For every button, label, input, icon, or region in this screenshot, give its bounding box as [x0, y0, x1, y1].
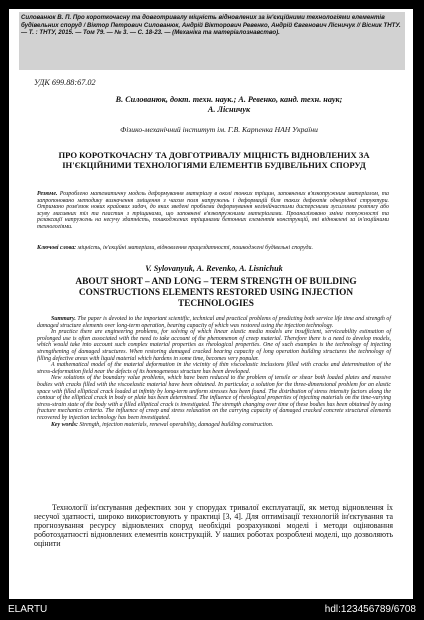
article-page — [9, 9, 413, 599]
keywords-en-label: Key words: — [51, 421, 78, 428]
keywords-ua-label: Ключові слова: — [37, 245, 77, 251]
handle-label: hdl:123456789/6708 — [324, 604, 416, 615]
abstract-ua-text: Розроблено математичну модель деформування матеріалу в околі тонких тріщин, заповнених в'язкопружним матеріалом, та запропоновано методику визначення зміщення з часом поля напружень і деформацій біля таких дефектів однорідної структури. Отримано розв'язок нових крайових задач, до яких зведені проблеми деформування нелінійчастими дисперсними зусиллями розтягу або зсуву масивних тіл та пластин з тріщинами, що заповнені в'язкопружними матеріалами. Проаналізовано зміни потужності та релаксації напружень на несучу здатність, пошкоджених тріщинами бетонних елементів конструкцій, які відновлені за ін'єкційними технологіями. — [37, 191, 389, 230]
title-en: ABOUT SHORT – AND LONG – TERM STRENGTH OF BUILDING CONSTRUCTIONS ELEMENTS RESTORED USING INJECTION TECHNOLOGIES — [75, 277, 357, 309]
abstract-ua — [37, 191, 389, 231]
authors-ua-line1: В. Силованюк, докт. техн. наук.; А. Ревенко, канд. техн. наук; — [115, 95, 343, 104]
authors-en: V. Sylovanyuk, A. Revenko, A. Lisnichuk — [145, 264, 283, 273]
summary-en-p2: In practice there are engineering problems, for solving of which linear elastic media models are insufficient, serviceability estimation of prolonged use is often associated with the need to take account of the phenomenon of creep material. Therefore there is a need to develop models, which would take into account such complex material properties as rheological properties. One of such examples is the technology of injecting strengthening of damaged structures. When restoring damaged cracked bearing capacity of long operation building structures the technology of filling defective areas with liquid material which hardens in some time, becomes very popular. — [37, 329, 391, 362]
title-ua: ПРО КОРОТКОЧАСНУ ТА ДОВГОТРИВАЛУ МІЦНІСТЬ ВІДНОВЛЕНИХ ЗА ІН'ЄКЦІЙНИМИ ТЕХНОЛОГІЯМИ ЕЛЕМЕНТІВ БУДІВЕЛЬНИХ СПОРУД — [58, 150, 370, 170]
summary-en-p3: A mathematical model of the material deformation in the vicinity of thin viscoelastic inclusions filled with cracks and determination of the stress-deformation field near the defects of its homogeneous structure has been developed. — [37, 362, 391, 375]
summary-en-label: Summary. — [51, 316, 76, 322]
udk-code: УДК 699.88:67.02 — [34, 78, 96, 87]
keywords-en — [37, 422, 391, 429]
authors-ua — [69, 95, 389, 115]
summary-en — [37, 316, 391, 428]
summary-en-p1 — [37, 316, 391, 329]
abstract-ua-label: Резюме. — [37, 191, 58, 197]
summary-en-p1-text: The paper is devoted to the important scientific, technical and practical problems of predicting both service life time and strength of damaged structure elements over long-term operation, bearing capacity of which was restored using the injection technology. — [37, 316, 391, 329]
authors-ua-line2: А. Лісничук — [207, 105, 251, 114]
affiliation: Фізико-механічний інститут ім. Г.В. Карпенка НАН України — [120, 125, 318, 134]
citation-text: Силованюк В. П. Про короткочасну та довготривалу міцність відновлених за ін'єкційними технологіями елементів будівельних споруд / Віктор Петрович Силованюк, Андрій Вікторович Ревенко, Андрій Євгенович Лісничук // Вісник ТНТУ. — Т. : ТНТУ, 2015. — Том 79. — № 3. — С. 18-23. — (Механіка та матеріалознавство). — [21, 14, 401, 37]
repository-label: ELARTU — [8, 604, 48, 615]
keywords-ua-text: міцність, ін'єкційні матеріали, відновлення працездатності, пошкоджені будівельні споруди. — [77, 245, 313, 251]
body-text-ua: Технології ін'єктування дефектних зон у спорудах тривалої експлуатації, як метод відновлення їх несучої здатності, широко використовують у практиці [3, 4]. Для оптимізації технологій ін'єктування та прогнозування ресурсу відновлених споруд необхідні розрахункові моделі і методи оцінювання роботоздатності відновлених елементів конструкцій. У наших роботах розроблені моделі, що дозволяють оцінити — [34, 503, 393, 548]
summary-en-p4: New solutions of the boundary value problems, which have been reduced to the problem of tensile or shear both loaded plates and massive bodies with cracks filled with the viscoelastic material have been obtained. In particular, a solution for the three-dimensional problem for an elastic space with filled elliptical crack loaded at infinity by long-term uniform stresses has been found. The distribution of stress intensity factors along the contour of the elliptical crack in body or plate has been determined. The influence of rheological properties of injecting materials on the time-varying stress-strain state of the body with a filled elliptical crack is investigated. The strength changing over time of these bodies has been obtained by using fracture mechanics criteria. The influence of creep and stress relaxation on the carrying capacity of damaged cracked concrete structural elements recovered by injection technology has been investigated. — [37, 375, 391, 421]
keywords-en-text: Strength, injection materials, renewal operability, damaged building construction. — [79, 421, 274, 428]
keywords-ua — [37, 245, 389, 252]
citation-header — [19, 12, 405, 70]
